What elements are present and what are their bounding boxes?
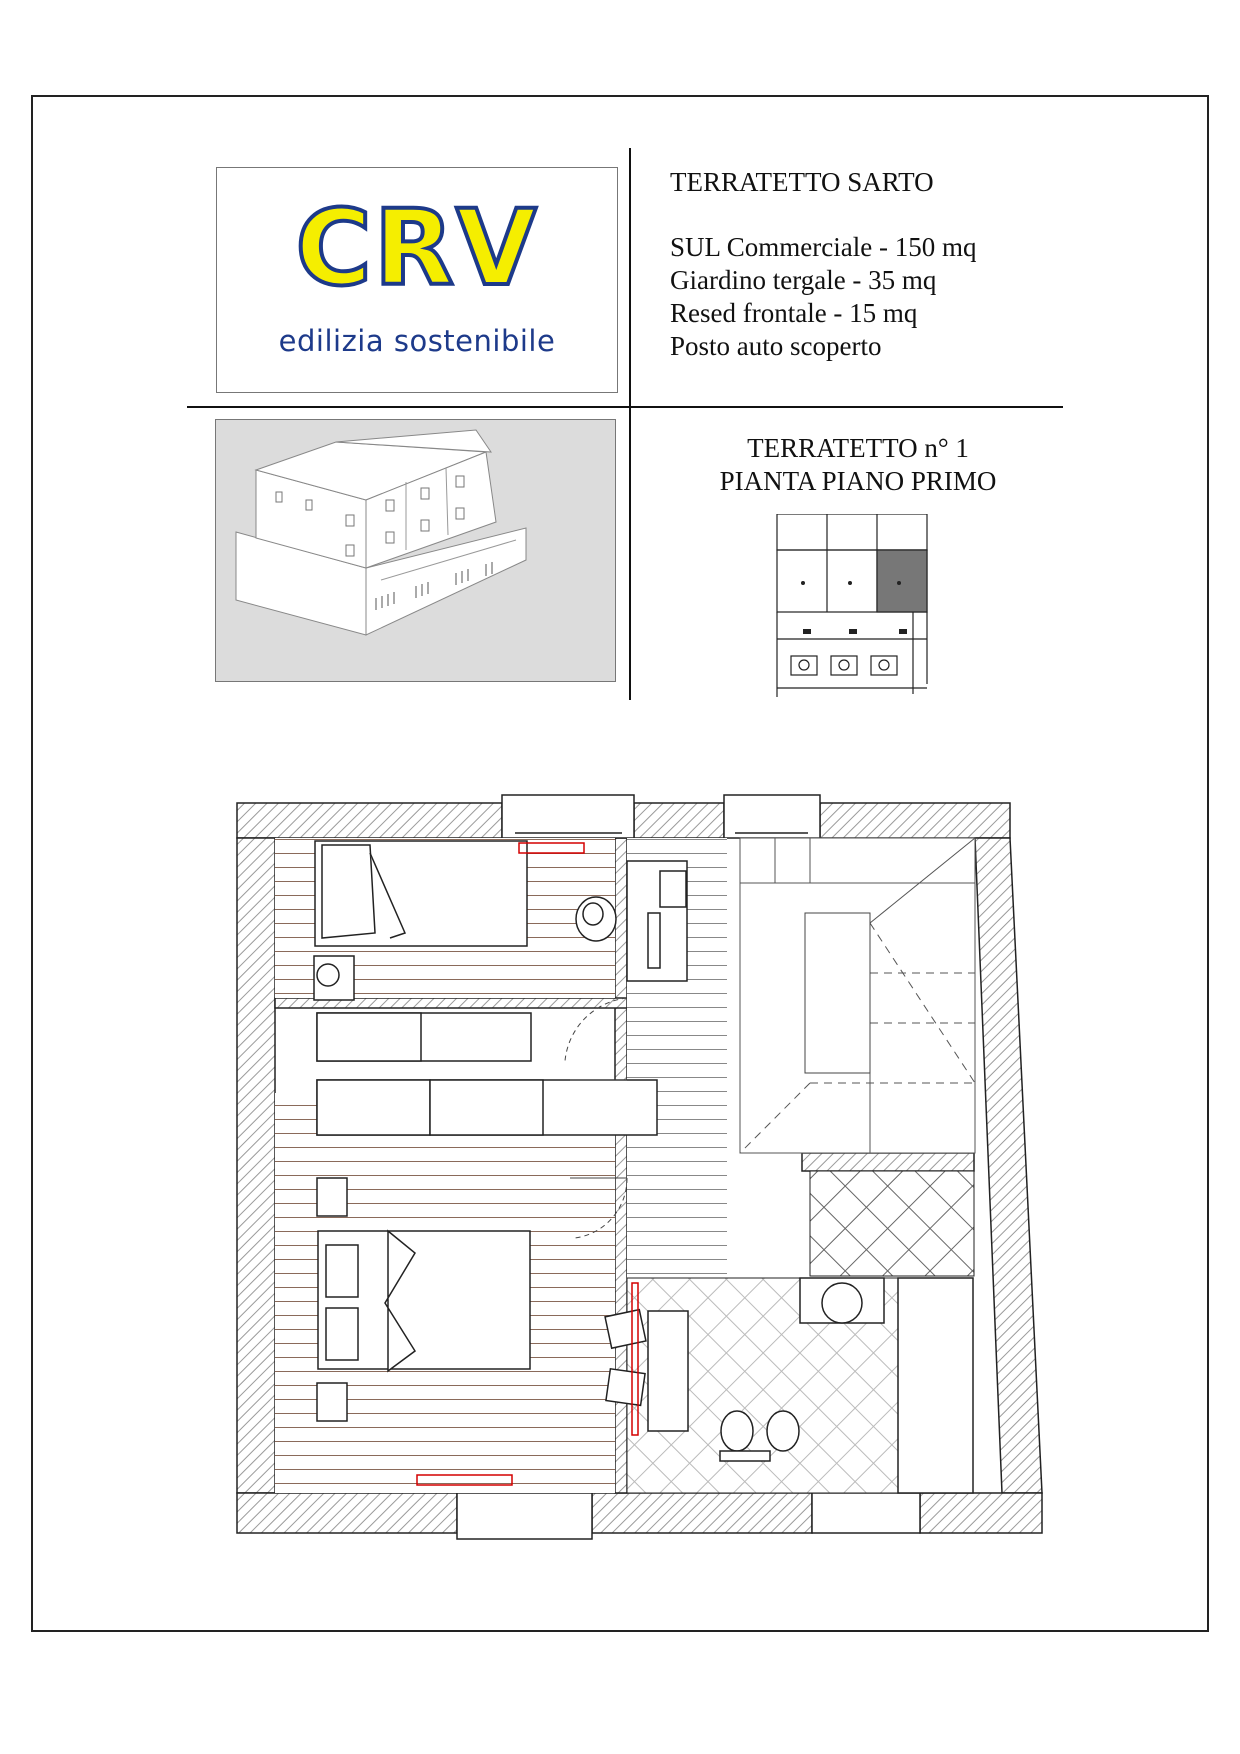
key-plan (775, 514, 945, 697)
vertical-divider (629, 148, 631, 700)
logo-tagline: edilizia sostenibile (278, 324, 556, 358)
property-title: TERRATETTO SARTO (670, 167, 934, 197)
plan-title (640, 432, 1076, 498)
feature-item: Giardino tergale - 35 mq (670, 265, 937, 295)
feature-item: Resed frontale - 15 mq (670, 298, 918, 328)
floor-label: PIANTA PIANO PRIMO (719, 466, 997, 496)
feature-item: SUL Commerciale - 150 mq (670, 232, 977, 262)
horizontal-divider (187, 406, 1063, 408)
stairs (740, 838, 975, 1153)
unit-label: TERRATETTO n° 1 (747, 433, 969, 463)
storage-floor (810, 1171, 974, 1276)
highlighted-unit (877, 550, 927, 612)
logo-wordmark: CRV (295, 187, 539, 309)
feature-item: Posto auto scoperto (670, 331, 882, 361)
building-rendering (215, 419, 616, 682)
building-drawing (216, 420, 615, 681)
floor-plan (230, 783, 1050, 1543)
property-info (670, 166, 976, 363)
company-logo (216, 167, 618, 393)
